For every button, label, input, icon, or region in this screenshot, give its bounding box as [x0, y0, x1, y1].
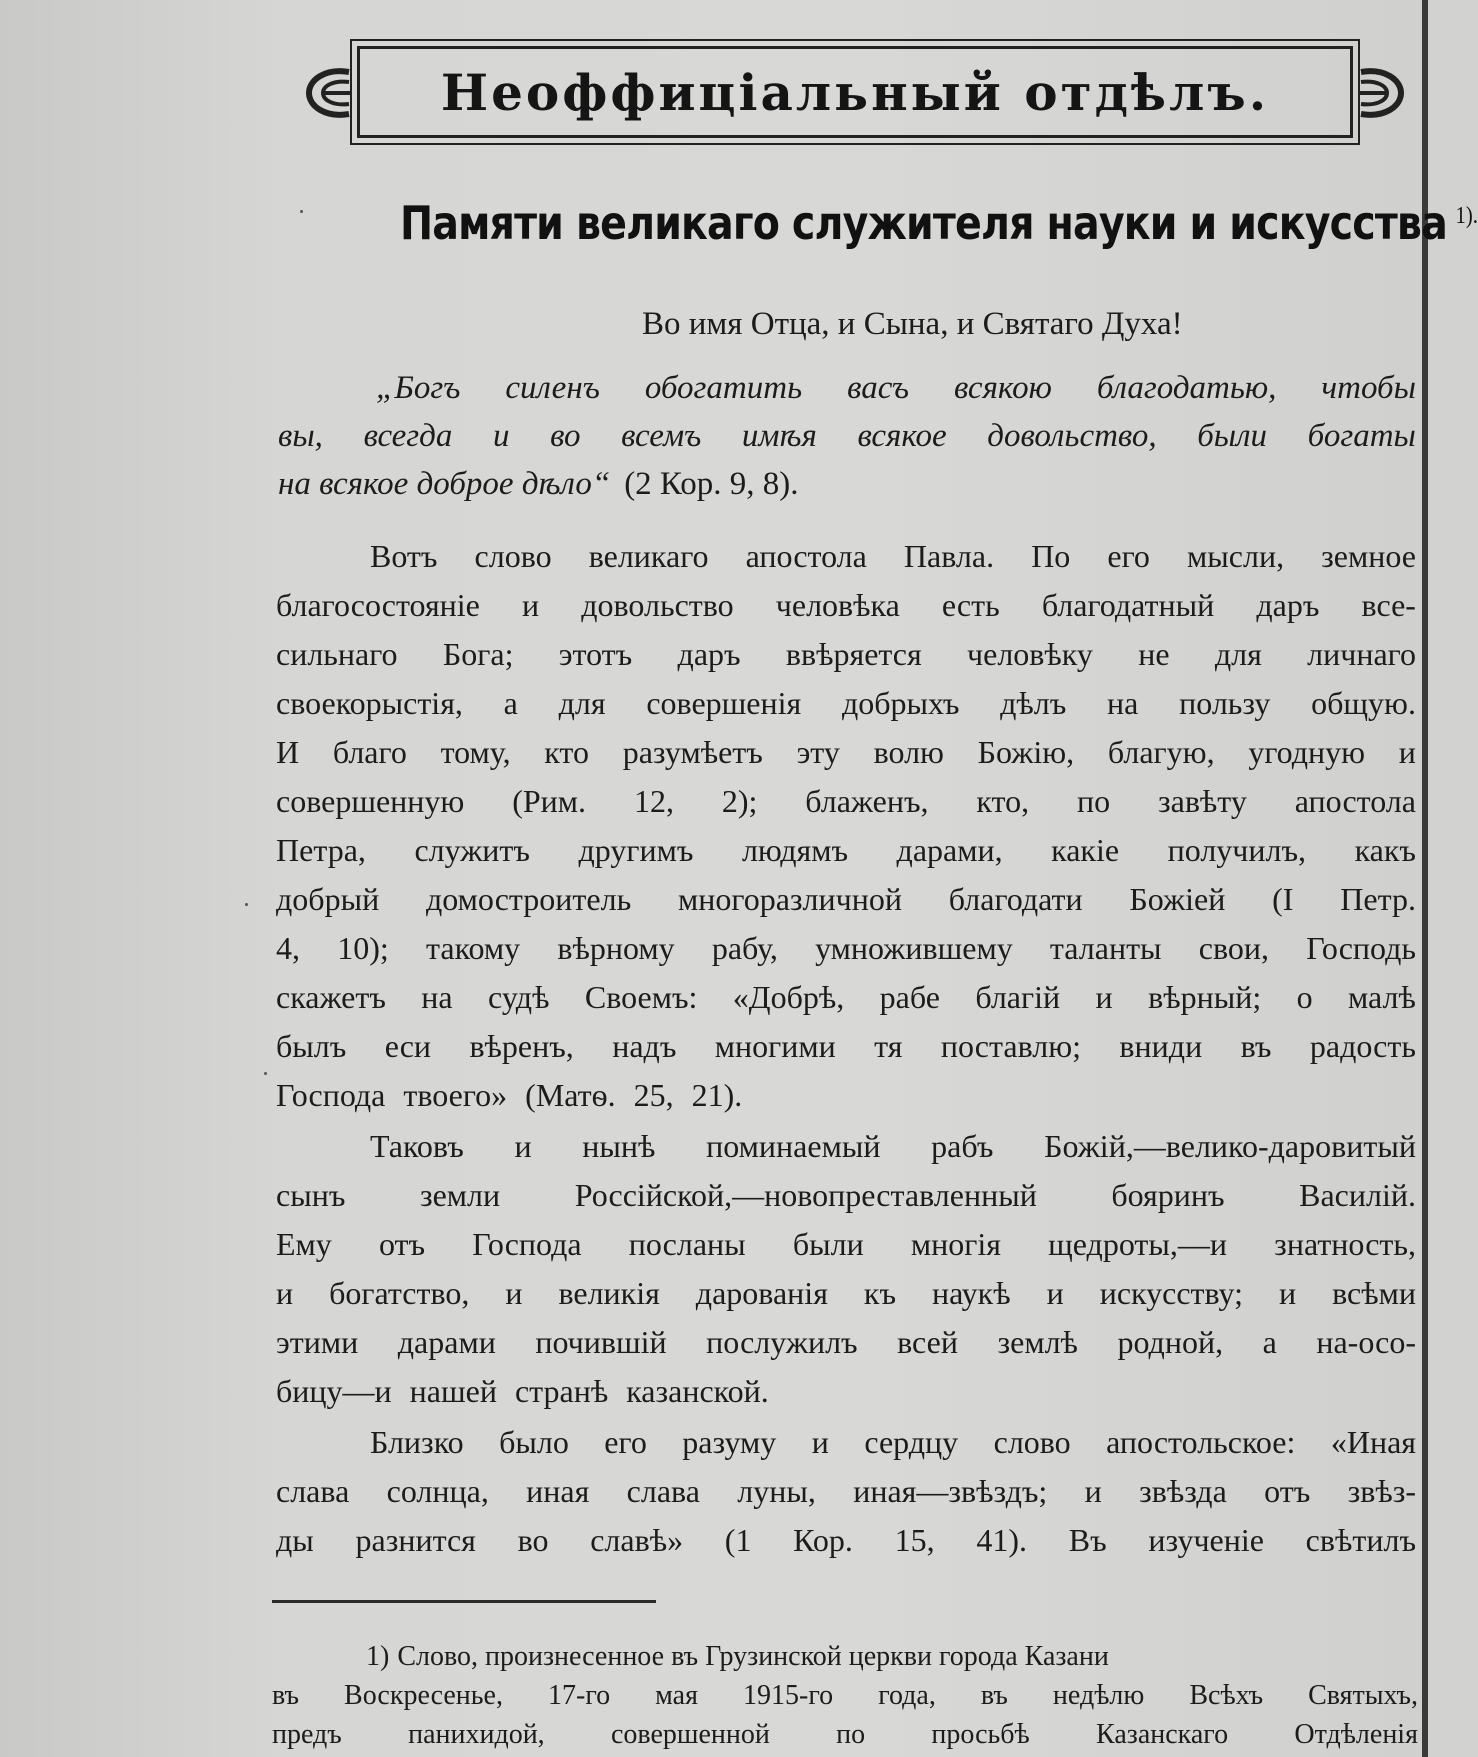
- footnote-separator: [272, 1600, 656, 1603]
- epigraph: [278, 364, 1416, 508]
- paper-speck: [300, 210, 303, 213]
- footnote-line: предъ панихидой, совершенной по просьбѣ Казанскаго Отдѣленія: [272, 1719, 1418, 1750]
- text-line: Петра, служитъ другимъ людямъ дарами, какіе получилъ, какъ: [276, 832, 1416, 868]
- text-line: ды разнится во славѣ» (1 Кор. 15, 41). Въ изученіе свѣтилъ: [276, 1522, 1416, 1558]
- text-line: Таковъ и нынѣ поминаемый рабъ Божій,—велико-даровитый: [370, 1128, 1416, 1164]
- banner-right-ornament-icon: [1357, 66, 1405, 120]
- footnote-line: въ Воскресенье, 17-го мая 1915-го года, въ недѣлю Всѣхъ Святыхъ,: [272, 1680, 1418, 1711]
- epigraph-line: „Богъ силенъ обогатить васъ всякою благодатью, чтобы: [376, 370, 1416, 406]
- text-line: добрый домостроитель многоразличной благодати Божіей (I Петр.: [276, 881, 1416, 917]
- text-line: и богатство, и великія дарованія къ наукѣ и искусству; и всѣми: [276, 1275, 1416, 1311]
- paragraph-1: [276, 532, 1416, 1120]
- footnote-reference: 1).: [1455, 202, 1478, 229]
- text-line: этими дарами почившій послужилъ всей землѣ родной, а на-осо-: [276, 1324, 1416, 1360]
- paragraph-2: [276, 1122, 1416, 1416]
- text-line: скажетъ на судѣ Своемъ: «Добрѣ, рабе благій и вѣрный; о малѣ: [276, 979, 1416, 1015]
- paragraph-3: [276, 1418, 1416, 1565]
- text-line: своекорыстія, а для совершенія добрыхъ дѣлъ на пользу общую.: [276, 685, 1416, 721]
- epigraph-line: [278, 460, 1416, 508]
- paper-speck: [264, 1072, 267, 1075]
- section-title: Неоффиціальный отдѣлъ.: [440, 62, 1270, 122]
- text-line: Ему отъ Господа посланы были многія щедроты,—и знатность,: [276, 1226, 1416, 1262]
- footnote-first-line: [366, 1637, 1418, 1676]
- footnote-mark: 1): [366, 1641, 390, 1672]
- article-title-text: Памяти великаго служителя науки и искусства: [400, 196, 1447, 250]
- text-line: Близко было его разуму и сердцу слово апостольское: «Иная: [370, 1424, 1416, 1460]
- footnote-text: Слово, произнесенное въ Грузинской церкви города Казани: [397, 1641, 1109, 1672]
- text-line: слава солнца, иная слава луны, иная—звѣздъ; и звѣзда отъ звѣз-: [276, 1473, 1416, 1509]
- scan-edge: [1422, 0, 1428, 1757]
- text-line: Вотъ слово великаго апостола Павла. По его мысли, земное: [370, 538, 1416, 574]
- footnote: [272, 1637, 1418, 1754]
- text-line: благосостояніе и довольство человѣка есть благодатный даръ все-: [276, 587, 1416, 623]
- article-title: [400, 196, 1478, 250]
- text-line: бицу—и нашей странѣ казанской.: [276, 1373, 769, 1409]
- banner-frame: [357, 46, 1353, 138]
- footnote-line: [272, 1637, 1418, 1676]
- text-line: сильнаго Бога; этотъ даръ ввѣряется человѣку не для личнаго: [276, 636, 1416, 672]
- text-line: совершенную (Рим. 12, 2); блаженъ, кто, по завѣту апостола: [276, 783, 1416, 819]
- section-banner: [305, 40, 1405, 150]
- text-line: 4, 10); такому вѣрному рабу, умножившему таланты свои, Господь: [276, 930, 1416, 966]
- epigraph-italic-end: на всякое доброе дѣло“: [278, 466, 611, 502]
- epigraph-reference: (2 Кор. 9, 8).: [624, 466, 799, 502]
- invocation: Во имя Отца, и Сына, и Святаго Духа!: [642, 306, 1183, 342]
- text-line: сынъ земли Россійской,—новопреставленный бояринъ Василій.: [276, 1177, 1416, 1213]
- banner-left-ornament-icon: [305, 66, 353, 120]
- text-line: Господа твоего» (Матѳ. 25, 21).: [276, 1077, 743, 1113]
- paper-speck: [245, 903, 248, 906]
- epigraph-line: вы, всегда и во всемъ имѣя всякое довольство, были богаты: [278, 418, 1416, 454]
- text-line: И благо тому, кто разумѣетъ эту волю Божію, благую, угодную и: [276, 734, 1416, 770]
- text-line: былъ еси вѣренъ, надъ многими тя поставлю; вниди въ радость: [276, 1028, 1416, 1064]
